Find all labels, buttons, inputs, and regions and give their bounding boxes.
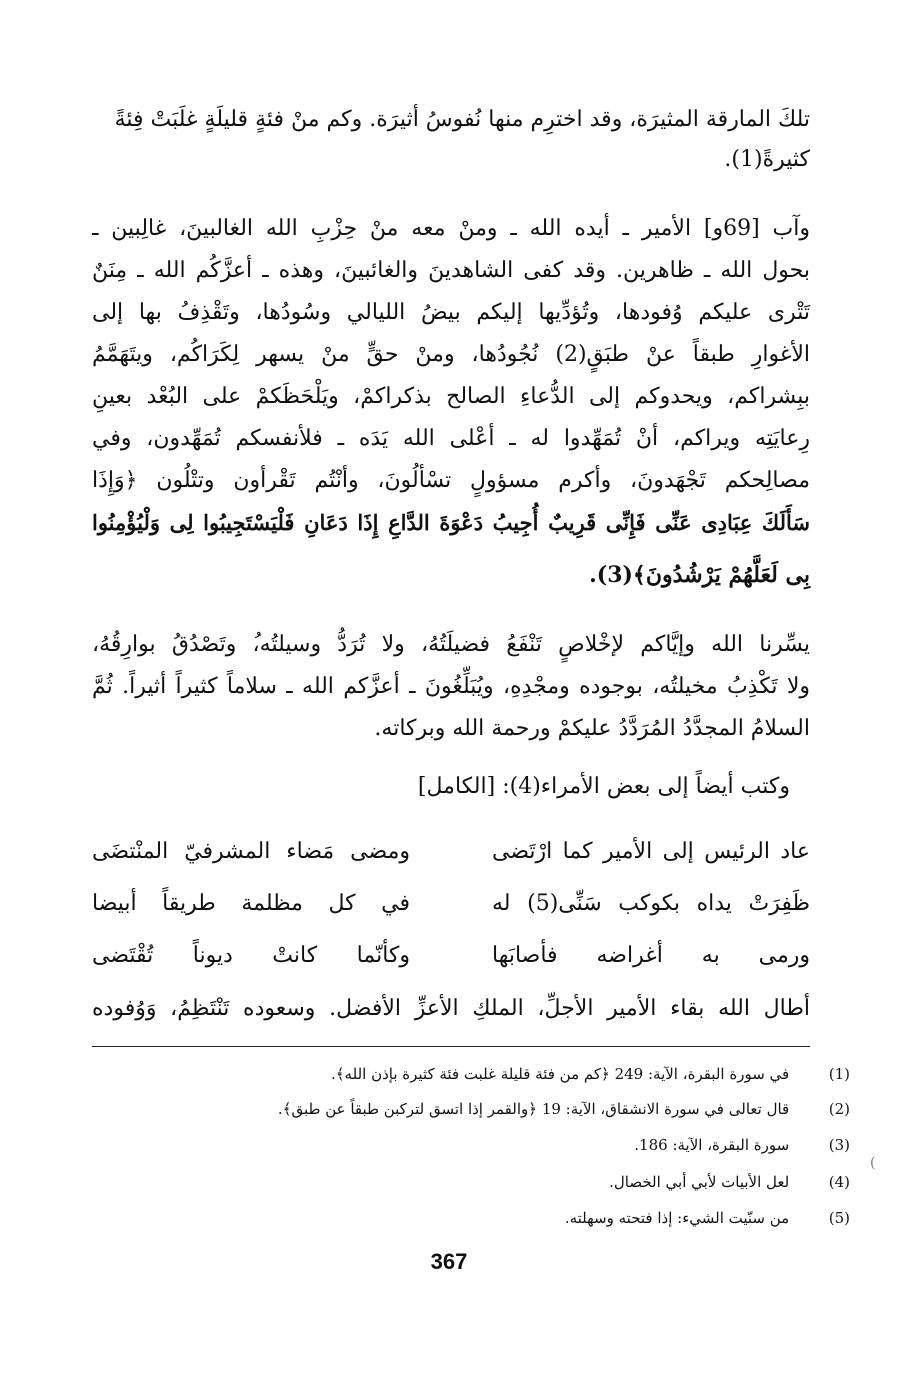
- poem-intro-line: وكتب أيضاً إلى بعض الأمراء(4): [الكامل]: [417, 774, 790, 799]
- body-line: بحول الله ـ ظاهرين. وقد كفى الشاهدينَ والغائبينَ، وهذه ـ أعزَّكُم الله ـ مِنَنٌ: [92, 258, 810, 283]
- body-line: تلكَ المارقة المثيرَة، وقد اخترِم منها نُفوسُ أثيرَة. وكم منْ فئةٍ قليلَةٍ غلَبَتْ فِئةً: [114, 107, 810, 132]
- footnote-text: قال تعالى في سورة الانشقاق، الآية: 19 ﴿والقمر إذا اتسق لتركبن طبقاً عن طبق﴾.: [277, 1100, 790, 1118]
- body-line: تَتْرى عليكم وُفودها، وتُؤدِّيها إليكم بيضُ الليالي وسُودُها، وتَقْذِفُ بها إلى: [92, 300, 810, 325]
- footnote: [150, 1133, 850, 1157]
- body-line: وآب [69و] الأمير ـ أيده الله ـ ومنْ معه منْ حِزْبِ الله الغالبينَ، غالِبين ـ: [92, 216, 810, 241]
- footnote-text: من سنّيت الشيء: إذا فتحته وسهلته.: [564, 1209, 790, 1227]
- body-line: يسِّرنا الله وإيَّاكم لإخْلاصٍ تَنْفَعُ فضيلَتُهُ، ولا تُرَدُّ وسيلتُه،ُ وتَصْدُقُ بوارِقُهُ،: [92, 632, 810, 657]
- page-number: 367: [430, 1249, 468, 1274]
- body-line: أطال الله بقاء الأمير الأجلِّ، الملكِ الأعزِّ الأفضل. وسعوده تَنْتَظِمُ، وَوُفوده: [92, 996, 810, 1021]
- poem-hemistich-second: ومضى مَضاء المشرفيّ المنْتضَى: [92, 839, 410, 864]
- poem-hemistich-second: في كل مظلمة طريقاً أبيضا: [92, 891, 410, 916]
- footnote-separator: [92, 1046, 810, 1047]
- poem-hemistich-first: ورمى به أغراضه فأصابَها: [492, 943, 810, 968]
- footnote: [150, 1097, 850, 1121]
- poem-verse: [92, 936, 810, 976]
- body-line: ولا تَكْذِبُ مخيلتُه، بوجوده ومجْدِهِ، ويُبَلِّغُونَ ـ أعزَّكم الله ـ سلاماً كثيراً أثيراً. ثُمَّ: [92, 674, 810, 699]
- quran-verse-line: سَأَلَكَ عِبَادِى عَنِّى فَإِنِّى قَرِيبٌ أُجِيبُ دَعْوَةَ الدَّاعِ إِذَا دَعَانِ فَلْيَسْتَجِيبُوا لِى وَلْيُؤْمِنُوا: [92, 510, 810, 535]
- footnote-number: (3): [828, 1136, 850, 1154]
- body-line: ببِشراكم، ويحدوكم إلى الدُّعاءِ الصالح بذكراكمْ، ويَلْحَظَكمْ على البُعْد بعينِ: [92, 384, 810, 409]
- footnote-text: سورة البقرة، الآية: 186.: [634, 1136, 790, 1154]
- poem-hemistich-first: ظَفِرَتْ يداه بكوكب سَنِّى(5) له: [492, 891, 810, 916]
- poem-verse: [92, 832, 810, 872]
- footnote-number: (4): [828, 1173, 850, 1191]
- footnote: [150, 1206, 850, 1230]
- quran-verse-line: بِى لَعَلَّهُمْ يَرْشُدُونَ﴾(3).: [589, 562, 810, 588]
- scan-edge-mark: (: [870, 1155, 876, 1171]
- footnote-text: لعل الأبيات لأبي أبي الخصال.: [609, 1173, 790, 1191]
- body-line: كثيرةً(1).: [724, 147, 810, 172]
- poem-verse: [92, 884, 810, 924]
- body-line: مصالِحكم تَجْهَدونَ، وأكرم مسؤولٍ تسْألُونَ، وأنْتُم تَقْرأون وتتْلُون ﴿وَإِذَا: [92, 468, 810, 493]
- footnote-number: (2): [828, 1100, 850, 1118]
- footnote-number: (5): [828, 1209, 850, 1227]
- poem-hemistich-first: عاد الرئيس إلى الأمير كما ارْتَضى: [492, 839, 810, 864]
- footnote: [150, 1062, 850, 1086]
- footnote-number: (1): [828, 1065, 850, 1083]
- footnote: [150, 1170, 850, 1194]
- body-line: السلامُ المجدَّدُ المُرَدَّدُ عليكمْ ورحمة الله وبركاته.: [374, 716, 810, 741]
- body-line: الأغوارِ طبقاً عنْ طبَقٍ(2) نُجُودُها، ومنْ حقٍّ منْ يسهر لِكَرَاكُم، ويتَهَمَّمُ: [92, 342, 811, 367]
- body-line: رِعايَتِه ويراكم، أنْ تُمَهِّدوا له ـ أعْلى الله يَدَه ـ فلأنفسكم تُمَهِّدون، وفي: [92, 426, 810, 451]
- poem-hemistich-second: وكأنّما كانتْ ديوناً تُقْتَضى: [92, 943, 410, 968]
- footnote-text: في سورة البقرة، الآية: 249 ﴿كم من فئة قليلة غلبت فئة كثيرة بإذن الله﴾.: [331, 1065, 790, 1083]
